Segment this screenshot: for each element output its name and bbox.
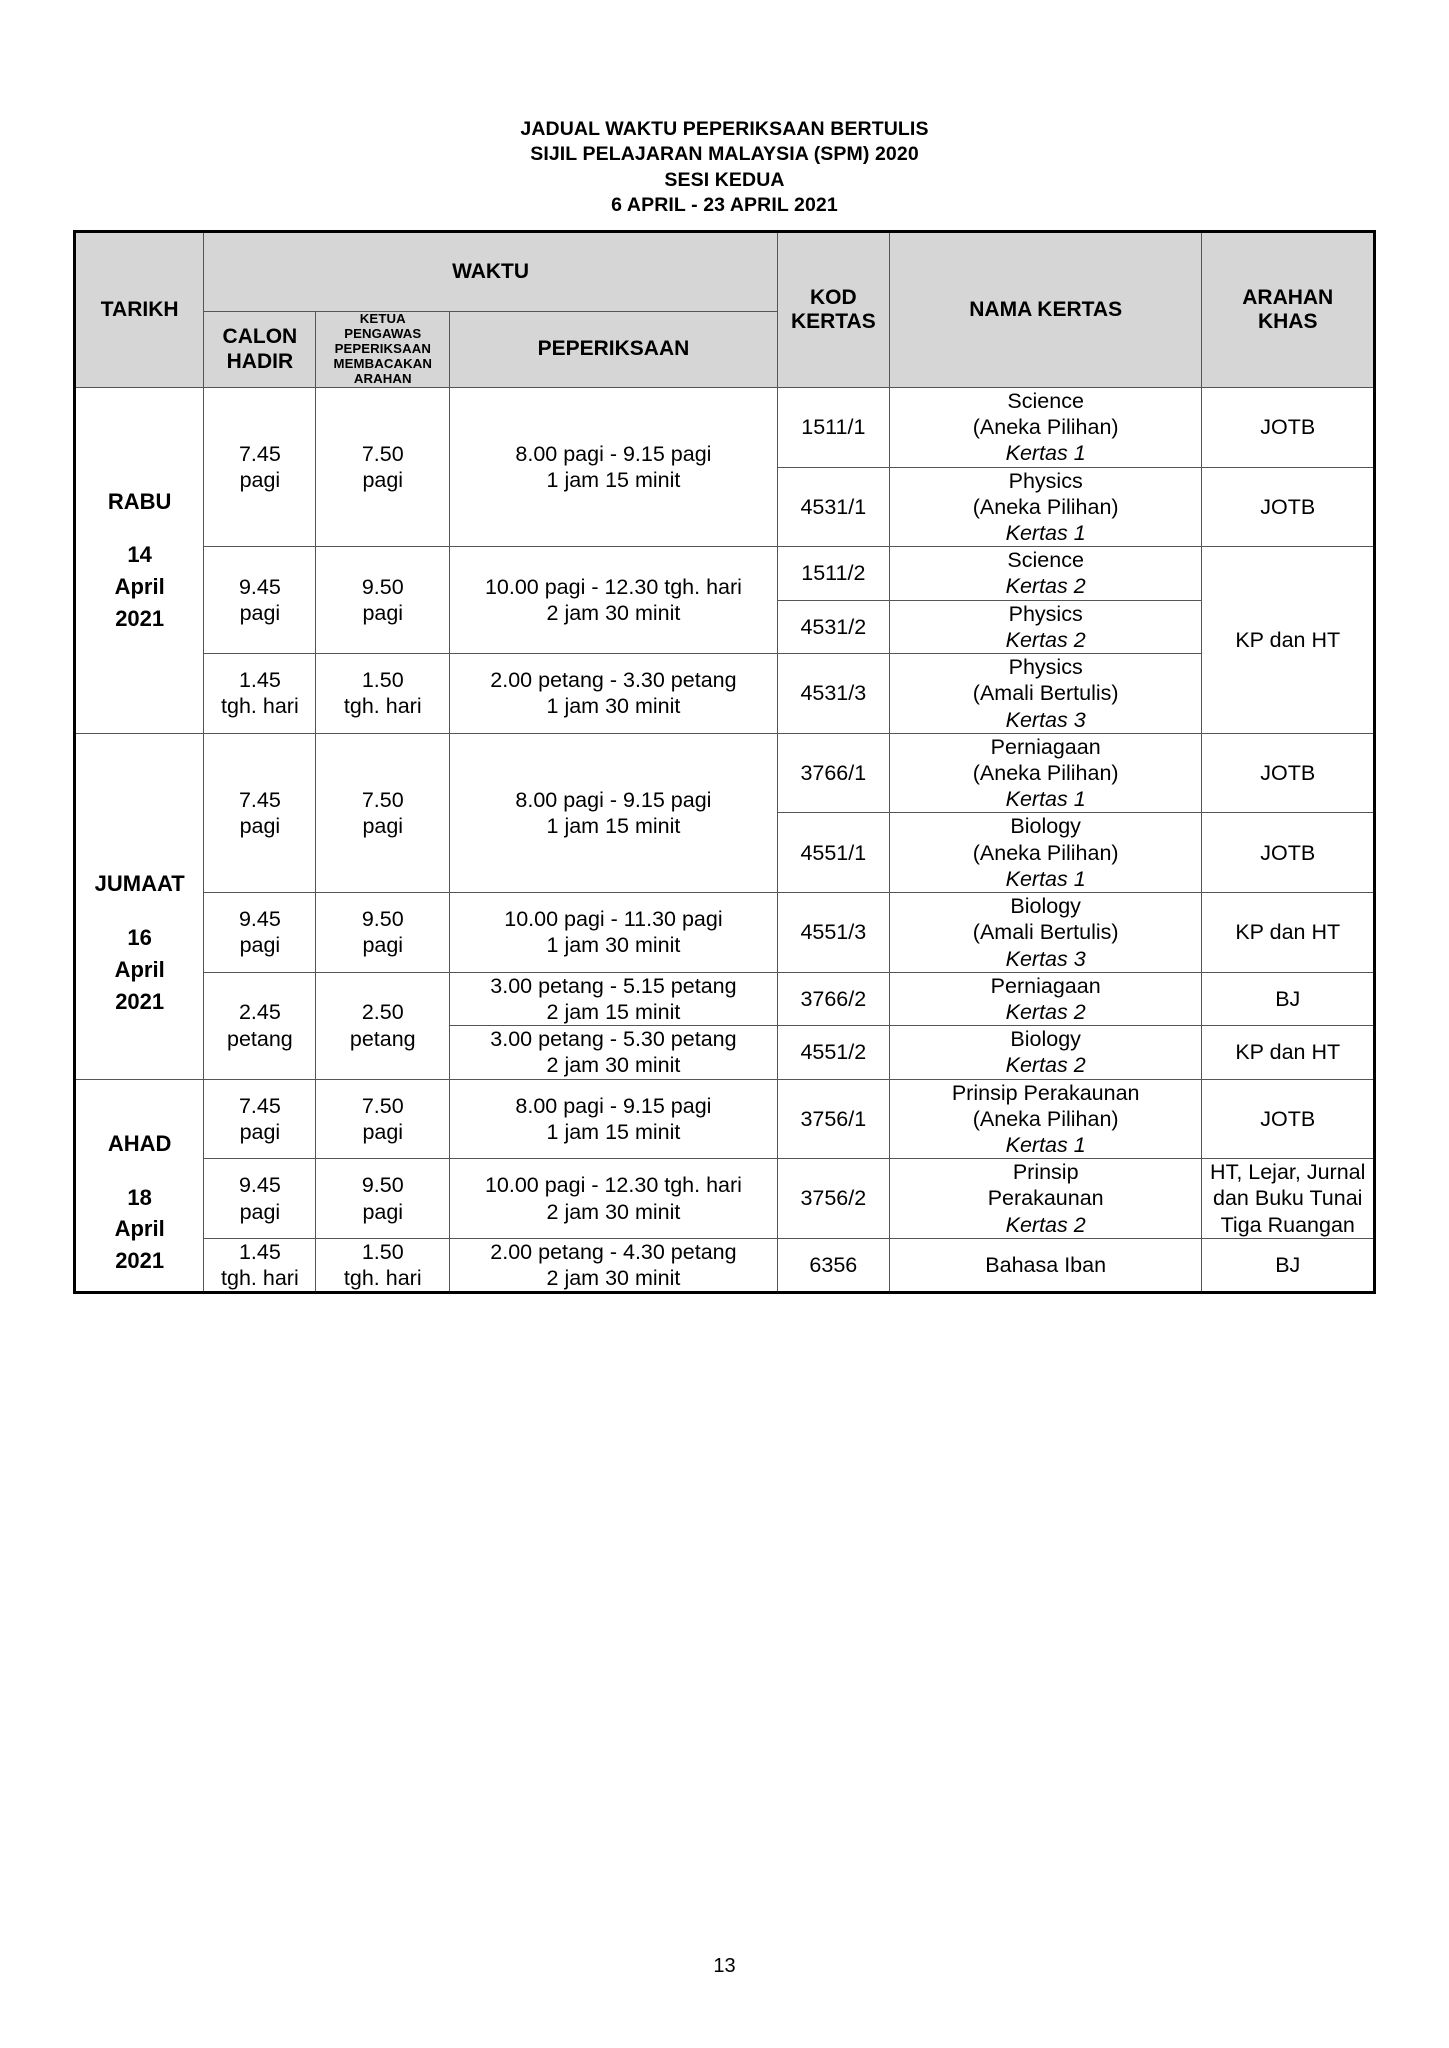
paper-code: 4551/1 [777,813,889,893]
exam-duration [450,387,778,546]
title-line-4: 6 APRIL - 23 APRIL 2021 [611,194,838,217]
table-row [75,893,1375,973]
exam-length: 1 jam 15 minit [546,1119,681,1144]
exam-time-range: 3.00 petang - 5.15 petang [490,973,737,998]
column-header-ketua-pengawas [316,312,450,388]
special-instruction: JOTB [1202,813,1375,893]
time-period: pagi [239,1119,281,1144]
time-period: tgh. hari [221,1266,299,1291]
paper-name [889,733,1202,813]
paper-number: Kertas 2 [1005,574,1086,599]
time-value: 9.50 [361,1173,404,1198]
paper-code: 3756/2 [777,1159,889,1239]
ketua-pengawas-time [316,387,450,546]
kod-kertas-line-1: KOD [809,285,857,309]
date-month: April [114,574,165,600]
date-cell-ahad [75,1079,204,1293]
exam-time-range: 10.00 pagi - 12.30 tgh. hari [484,1173,742,1198]
time-value: 1.50 [361,668,404,693]
exam-time-range: 10.00 pagi - 12.30 tgh. hari [484,574,742,599]
paper-number: Kertas 2 [1005,1053,1086,1078]
paper-type: (Aneka Pilihan) [972,1106,1119,1131]
paper-name [889,972,1202,1025]
paper-type: (Aneka Pilihan) [972,494,1119,519]
paper-number: Kertas 3 [1005,707,1086,732]
time-period: pagi [239,468,281,493]
ketua-pengawas-time [316,972,450,1079]
paper-name [889,467,1202,547]
table-header-row-1 [75,232,1375,312]
subject-name: Science [1007,548,1084,573]
ketua-pengawas-time [316,1238,450,1292]
date-cell-jumaat [75,733,204,1079]
date-month: April [114,957,165,983]
exam-length: 2 jam 30 minit [546,1199,681,1224]
exam-duration [450,893,778,973]
arahan-khas-line-1: ARAHAN [1242,285,1334,309]
paper-number: Kertas 1 [1005,441,1086,466]
ketua-pengawas-time [316,733,450,892]
paper-code: 3766/2 [777,972,889,1025]
time-value: 9.50 [361,574,404,599]
exam-duration [450,654,778,734]
paper-type: Perakaunan [987,1186,1104,1211]
date-day: RABU [107,488,172,514]
time-value: 9.45 [238,1173,281,1198]
time-period: pagi [239,813,281,838]
paper-code: 3766/1 [777,733,889,813]
paper-name [889,654,1202,734]
ketua-line-4: MEMBACAKAN [333,356,432,372]
subject-name: Physics [1008,468,1083,493]
time-value: 7.45 [238,1093,281,1118]
exam-duration [450,1159,778,1239]
time-value: 1.45 [238,668,281,693]
calon-hadir-time [204,1079,316,1159]
paper-code: 1511/2 [777,547,889,600]
date-day: AHAD [107,1130,172,1156]
exam-length: 1 jam 15 minit [546,813,681,838]
paper-code: 4531/1 [777,467,889,547]
paper-code: 4551/3 [777,893,889,973]
exam-duration [450,1079,778,1159]
special-instruction: BJ [1202,972,1375,1025]
arahan-khas-line-2: KHAS [1257,310,1318,334]
paper-type: (Aneka Pilihan) [972,840,1119,865]
exam-duration [450,1238,778,1292]
exam-length: 1 jam 30 minit [546,933,681,958]
date-year: 2021 [115,1248,165,1274]
date-number: 16 [127,925,152,951]
title-line-1: JADUAL WAKTU PEPERIKSAAN BERTULIS [520,118,929,140]
column-header-kod-kertas [777,232,889,388]
time-period: pagi [239,933,281,958]
page-number: 13 [713,1955,736,1977]
special-instruction: KP dan HT [1202,893,1375,973]
subject-name: Biology [1010,894,1081,919]
table-row [75,547,1375,600]
paper-name [889,1238,1202,1292]
exam-time-range: 2.00 petang - 3.30 petang [490,668,737,693]
exam-time-range: 3.00 petang - 5.30 petang [490,1027,737,1052]
time-value: 9.50 [361,907,404,932]
subject-name: Prinsip [1012,1160,1079,1185]
table-row [75,1238,1375,1292]
time-value: 7.45 [238,441,281,466]
subject-name: Physics [1008,655,1083,680]
column-header-peperiksaan: PEPERIKSAAN [450,312,778,388]
paper-name [889,893,1202,973]
exam-time-range: 2.00 petang - 4.30 petang [490,1239,737,1264]
exam-length: 2 jam 30 minit [546,601,681,626]
date-number: 14 [127,542,152,568]
paper-number: Kertas 1 [1005,787,1086,812]
time-period: pagi [239,601,281,626]
table-row [75,1079,1375,1159]
exam-time-range: 10.00 pagi - 11.30 pagi [504,907,723,932]
time-value: 9.45 [238,907,281,932]
exam-length: 1 jam 15 minit [546,468,681,493]
paper-code: 6356 [777,1238,889,1292]
special-instruction: KP dan HT [1202,1026,1375,1079]
table-row [75,972,1375,1025]
calon-hadir-time [204,893,316,973]
special-instruction: JOTB [1202,1079,1375,1159]
time-period: petang [349,1026,416,1051]
paper-name [889,1159,1202,1239]
exam-time-range: 8.00 pagi - 9.15 pagi [515,441,712,466]
time-period: pagi [362,813,404,838]
special-instruction: JOTB [1202,467,1375,547]
date-month: April [114,1216,165,1242]
ketua-pengawas-time [316,1079,450,1159]
ketua-pengawas-time [316,654,450,734]
ketua-line-3: PEPERIKSAAN [334,341,431,357]
time-value: 9.45 [238,574,281,599]
subject-name: Biology [1010,1027,1081,1052]
exam-duration [450,733,778,892]
table-row [75,1159,1375,1239]
paper-number: Kertas 2 [1005,999,1086,1024]
ketua-line-1: KETUA [359,311,406,327]
exam-length: 2 jam 15 minit [546,999,681,1024]
time-value: 2.45 [238,1000,281,1025]
document-title-block [0,0,1449,218]
exam-time-range: 8.00 pagi - 9.15 pagi [515,787,712,812]
time-period: tgh. hari [221,694,299,719]
exam-duration [450,547,778,654]
paper-number: Kertas 1 [1005,866,1086,891]
column-header-waktu: WAKTU [204,232,777,312]
kod-kertas-line-2: KERTAS [790,310,876,334]
calon-hadir-time [204,1238,316,1292]
time-value: 7.50 [361,441,404,466]
table-body [75,387,1375,1292]
special-instruction: HT, Lejar, Jurnal dan Buku Tunai Tiga Ruangan [1202,1159,1375,1239]
calon-hadir-time [204,1159,316,1239]
paper-number: Kertas 1 [1005,521,1086,545]
time-period: tgh. hari [343,694,422,719]
paper-code: 4551/2 [777,1026,889,1079]
special-instruction: BJ [1202,1238,1375,1292]
paper-type: (Aneka Pilihan) [972,415,1119,440]
subject-name: Perniagaan [990,734,1101,759]
ketua-line-2: PENGAWAS [344,326,422,342]
paper-name [889,547,1202,600]
date-year: 2021 [115,989,165,1015]
table-header [75,232,1375,388]
subject-name: Biology [1010,814,1081,839]
time-period: pagi [362,1199,404,1224]
time-value: 7.45 [238,787,281,812]
subject-name: Bahasa Iban [985,1253,1107,1278]
column-header-calon-hadir [204,312,316,388]
time-value: 7.50 [361,1093,404,1118]
time-period: pagi [239,1199,281,1224]
paper-code: 4531/3 [777,654,889,734]
subject-name: Prinsip Perakaunan [951,1080,1140,1105]
calon-hadir-time [204,733,316,892]
time-period: tgh. hari [343,1266,422,1291]
column-header-arahan-khas [1202,232,1375,388]
paper-code: 4531/2 [777,600,889,653]
column-header-tarikh: TARIKH [75,232,204,388]
exam-duration [450,1026,778,1079]
paper-name [889,1026,1202,1079]
special-instruction: JOTB [1202,733,1375,813]
table-row [75,733,1375,813]
time-period: pagi [362,933,404,958]
time-period: pagi [362,1119,404,1144]
subject-name: Physics [1008,601,1083,626]
paper-type: (Aneka Pilihan) [972,760,1119,785]
subject-name: Science [1007,388,1084,413]
paper-name [889,813,1202,893]
time-period: petang [227,1026,293,1051]
paper-number: Kertas 3 [1005,946,1086,971]
time-value: 7.50 [361,787,404,812]
table-row [75,387,1375,467]
calon-hadir-time [204,387,316,546]
time-value: 2.50 [361,1000,404,1025]
paper-code: 3756/1 [777,1079,889,1159]
time-period: pagi [362,468,404,493]
title-line-3: SESI KEDUA [664,168,785,191]
paper-name [889,387,1202,467]
date-cell-rabu [75,387,204,733]
paper-number: Kertas 1 [1005,1133,1086,1158]
time-period: pagi [362,601,404,626]
calon-hadir-line-1: CALON [222,325,298,349]
paper-number: Kertas 2 [1005,627,1086,652]
exam-time-range: 8.00 pagi - 9.15 pagi [515,1093,712,1118]
date-year: 2021 [115,606,165,632]
exam-length: 1 jam 30 minit [546,694,681,719]
exam-length: 2 jam 30 minit [546,1266,681,1291]
calon-hadir-time [204,972,316,1079]
date-day: JUMAAT [94,871,185,897]
calon-hadir-time [204,547,316,654]
paper-type: (Amali Bertulis) [972,920,1119,945]
table-row [75,654,1375,734]
title-line-2: SIJIL PELAJARAN MALAYSIA (SPM) 2020 [530,143,919,166]
paper-name [889,600,1202,653]
time-value: 1.50 [361,1239,404,1264]
time-value: 1.45 [238,1239,281,1264]
special-instruction: KP dan HT [1202,547,1375,734]
exam-duration [450,972,778,1025]
exam-length: 2 jam 30 minit [546,1053,681,1078]
subject-name: Perniagaan [990,973,1101,998]
ketua-pengawas-time [316,547,450,654]
date-number: 18 [127,1184,152,1210]
paper-type: (Amali Bertulis) [972,681,1119,706]
calon-hadir-time [204,654,316,734]
special-instruction: JOTB [1202,387,1375,467]
ketua-pengawas-time [316,893,450,973]
calon-hadir-line-2: HADIR [226,349,294,373]
ketua-line-5: ARAHAN [353,371,412,386]
paper-name [889,1079,1202,1159]
column-header-nama-kertas: NAMA KERTAS [889,232,1202,388]
paper-code: 1511/1 [777,387,889,467]
exam-schedule-table [73,230,1376,1294]
ketua-pengawas-time [316,1159,450,1239]
paper-number: Kertas 2 [1005,1212,1086,1237]
